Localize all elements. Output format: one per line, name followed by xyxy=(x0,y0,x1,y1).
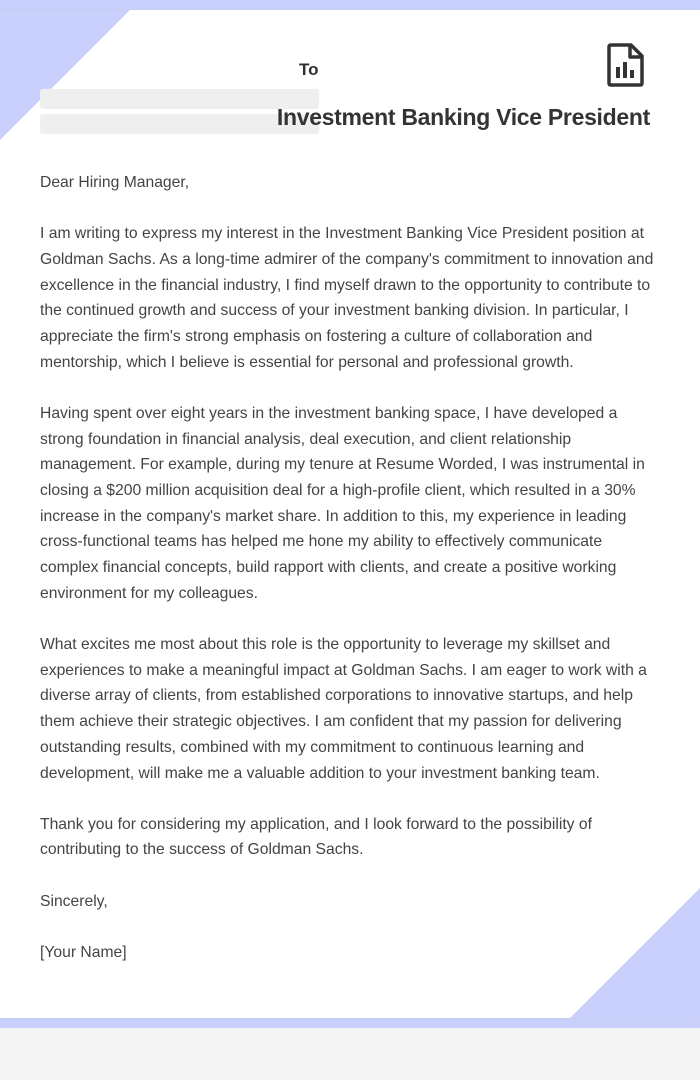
job-title: Investment Banking Vice President xyxy=(276,104,650,130)
salutation: Dear Hiring Manager, xyxy=(40,174,190,191)
paragraph-thanks: Thank you for considering my application, and I look forward to the possibility of contributing to the success of Goldman Sachs. xyxy=(40,815,592,859)
paragraph-motivation: What excites me most about this role is the opportunity to leverage my skillset and experiences to make a meaningful impact at Goldman Sachs. I am eager to work with a diverse array of clients, from established corporations to innovative startups, and help them achieve their strategic objectives. I am confident that my passion for delivering outstanding results, combined with my commitment to continuous learning and development, will make me a valuable addition to your investment banking team. xyxy=(40,636,647,782)
letter-body xyxy=(40,170,662,991)
signature: [Your Name] xyxy=(40,943,127,961)
closing: Sincerely, xyxy=(40,892,108,910)
paragraph-experience: Having spent over eight years in the investment banking space, I have developed a strong foundation in financial analysis, deal execution, and client relationship management. For example, during my tenure at Resume Worded, I was instrumental in closing a $200 million acquisition deal for a high-profile client, which resulted in a 30% increase in the company's market share. In addition to this, my experience in leading cross-functional teams has helped me hone my ability to effectively communicate complex financial concepts, build rapport with clients, and create a positive working environment for my colleagues. xyxy=(40,404,645,602)
paragraph-intro: I am writing to express my interest in the Investment Banking Vice President position at Goldman Sachs. As a long-time admirer of the company's commitment to innovation and excellence in the financial industry, I find myself drawn to the opportunity to contribute to the continued growth and success of your investment banking division. In particular, I appreciate the firm's strong emphasis on fostering a culture of collaboration and mentorship, which I believe is essential for personal and professional growth. xyxy=(40,225,654,371)
document-chart-icon xyxy=(606,43,644,87)
to-label: To xyxy=(299,60,319,79)
letter-page xyxy=(0,10,700,1018)
